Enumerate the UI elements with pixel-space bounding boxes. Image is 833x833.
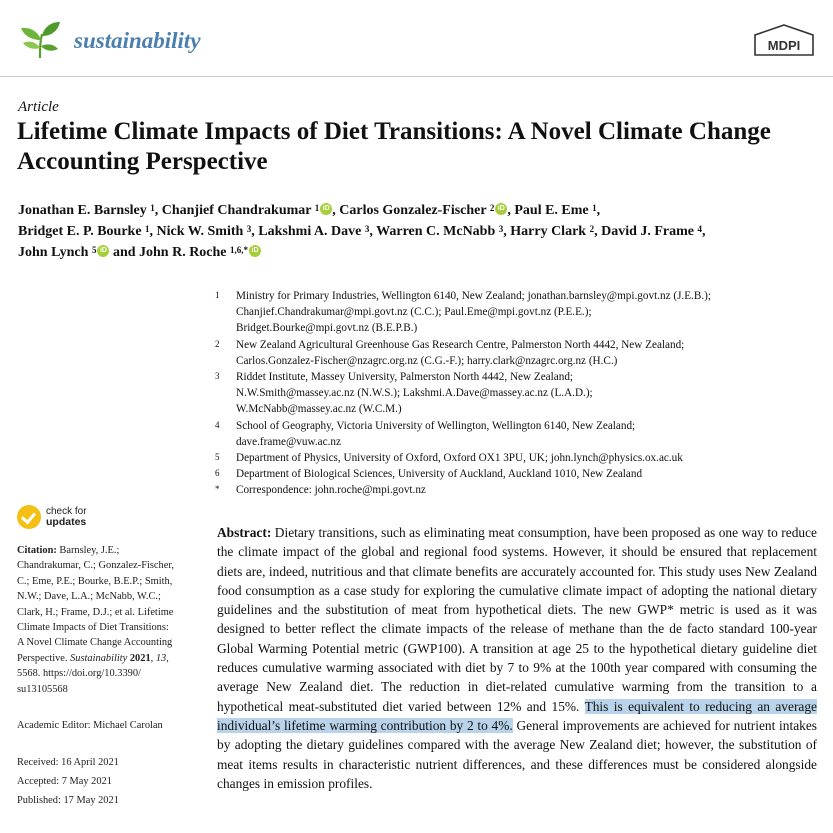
author-separator: , [154,203,162,218]
citation-volume: 13 [155,652,167,664]
header-divider [0,76,833,77]
author-name[interactable]: Nick W. Smith [156,224,244,239]
check-updates-line2: updates [46,516,87,528]
journal-name[interactable]: sustainability [74,28,201,53]
orcid-icon[interactable] [495,203,507,215]
author-name[interactable]: Chanjief Chandrakumar [161,203,312,218]
affiliation-line: Bridget.Bourke@mpi.govt.nz (B.E.P.B.) [236,322,418,335]
affiliation-text [236,418,825,450]
author-affiliation-marker: 1 [592,203,597,213]
citation-line: Chandrakumar, C.; Gonzalez-Fischer, [17,560,174,572]
author-separator: , [702,224,706,239]
author-separator: , [369,224,377,239]
affiliation-line: dave.frame@vuw.ac.nz [236,435,341,448]
affiliation-number: 6 [215,468,220,479]
citation-line: N.W.; Dave, L.A.; McNabb, W.C.; [17,591,161,603]
author-affiliation-marker: 4 [697,224,703,234]
abstract-highlighted-text[interactable]: This is equivalent to reducing an average individual’s lifetime warming contribution by 2 to 4%. [217,698,817,733]
author-affiliation-marker: 3 [246,224,252,234]
affiliation-number: 1 [215,290,220,300]
author-name[interactable]: John R. Roche [139,245,227,260]
citation-journal: Sustainability [70,652,128,664]
affiliation-item [215,482,825,498]
affiliation-text [236,288,825,337]
author-affiliation-marker: 2 [489,203,495,213]
affiliation-item [215,466,825,482]
affiliation-line: Department of Physics, University of Oxford, Oxford OX1 3PU, UK; john.lynch@physics.ox.ac.uk [236,452,683,465]
affiliation-item [215,288,825,337]
publisher-name: MDPI [767,38,801,53]
affiliation-item [215,369,825,418]
author-separator: , [503,224,511,239]
affiliation-text [236,450,825,466]
author-affiliation-marker: 3 [364,224,370,234]
author-affiliation-marker: 1 [150,203,155,213]
article-type: Article [18,99,59,115]
author-name[interactable]: Jonathan E. Barnsley [18,203,147,218]
citation-block [17,543,200,697]
checkmark-icon [17,505,41,529]
orcid-icon[interactable] [320,203,332,215]
author-affiliation-marker: 1 [314,203,320,213]
affiliation-number: 3 [215,371,220,382]
author-name[interactable]: Carlos Gonzalez-Fischer [339,203,487,218]
citation-line: Clark, H.; Frame, D.J.; et al. Lifetime [17,606,174,618]
check-updates-line1: check for [46,506,87,517]
academic-editor: Academic Editor: Michael Carolan [17,720,163,732]
citation-doi[interactable]: 5568. https://doi.org/10.3390/ [17,668,141,680]
affiliation-number: 5 [215,452,220,463]
abstract-label: Abstract: [217,525,272,540]
affiliation-line: Ministry for Primary Industries, Wellington 6140, New Zealand; jonathan.barnsley@mpi.govt.nz (J.E.B.); [236,290,711,302]
published-date: Published: 17 May 2021 [17,795,119,807]
orcid-icon[interactable] [249,245,261,257]
affiliation-line: Correspondence: john.roche@mpi.govt.nz [236,484,426,497]
affiliation-line: School of Geography, Victoria University of Wellington, Wellington 6140, New Zealand; [236,419,636,432]
author-separator: and [109,245,140,260]
affiliation-line: Riddet Institute, Massey University, Palmerston North 4442, New Zealand; [236,371,574,384]
affiliation-text [236,337,825,369]
author-separator: , [332,203,340,218]
author-name[interactable]: Paul E. Eme [514,203,589,218]
citation-year: 2021 [129,652,151,664]
affiliation-line: Chanjief.Chandrakumar@mpi.govt.nz (C.C.); Paul.Eme@mpi.govt.nz (P.E.E.); [236,306,592,319]
affiliation-line: W.McNabb@massey.ac.nz (W.C.M.) [236,403,402,416]
received-date: Received: 16 April 2021 [17,757,119,769]
affiliation-list [215,288,825,499]
author-separator: , [507,203,515,218]
citation-line: A Novel Climate Change Accounting [17,637,173,649]
author-name[interactable]: Bridget E. P. Bourke [18,224,142,239]
citation-line [17,543,200,558]
affiliation-line: Department of Biological Sciences, University of Auckland, Auckland 1010, New Zealand [236,468,643,481]
affiliation-line: New Zealand Agricultural Greenhouse Gas Research Centre, Palmerston North 4442, New Zealand; [236,338,685,351]
author-name[interactable]: David J. Frame [601,224,695,239]
citation-line: Perspective. Sustainability 2021, 13, [17,652,169,664]
author-separator: , [594,224,602,239]
article-title: Lifetime Climate Impacts of Diet Transitions: A Novel Climate Change Accounting Perspective [17,118,771,175]
orcid-icon[interactable] [97,245,109,257]
author-affiliation-marker: 1 [145,224,150,234]
citation-text: Perspective. [17,652,71,664]
citation-doi-tail[interactable]: su13105568 [17,683,68,695]
affiliation-line: N.W.Smith@massey.ac.nz (N.W.S.); Lakshmi.A.Dave@massey.ac.nz (L.A.D.); [236,387,593,400]
author-name[interactable]: John Lynch [18,245,89,260]
citation-label: Citation: [17,545,57,556]
citation-line: Climate Impacts of Diet Transitions: [17,622,169,634]
affiliation-number: 2 [215,338,220,349]
publication-dates [17,754,200,810]
abstract-text-after: General improvements are achieved for nutrient intakes by adopting the dietary guidelines compared with the average New Zealand diet; however, the substitution of meat items results in characteristic nutrient differences, and these differences must be considered alongside changes in emission profiles. [217,717,817,791]
affiliation-text [236,369,825,418]
accepted-date: Accepted: 7 May 2021 [17,776,112,788]
check-for-updates-badge[interactable] [17,503,97,531]
author-affiliation-marker: 3 [498,224,504,234]
affiliation-line: Carlos.Gonzalez-Fischer@nzagrc.org.nz (C.G.-F.); harry.clark@nzagrc.org.nz (H.C.) [236,354,618,367]
affiliation-text [236,466,825,482]
author-affiliation-marker: 2 [589,224,595,234]
sidebar [17,543,200,811]
author-name[interactable]: Warren C. McNabb [376,224,496,239]
author-affiliation-marker: 5 [91,245,97,255]
author-affiliation-marker: 1,6,* [230,245,249,255]
affiliation-text [236,482,825,498]
affiliation-item [215,337,825,369]
abstract [217,523,817,793]
author-separator: , [596,203,601,218]
affiliation-item [215,450,825,466]
author-name[interactable]: Lakshmi A. Dave [258,224,362,239]
citation-line: C.; Eme, P.E.; Bourke, B.E.P.; Smith, [17,575,173,587]
affiliation-item [215,418,825,450]
author-name[interactable]: Harry Clark [510,224,587,239]
abstract-text-before: Dietary transitions, such as eliminating meat consumption, have been proposed as one way to reduce the climate impact of the global and regional food systems. However, it should be ensured that replacement diets are, indeed, nutritious and that climate benefits are accurately accounted for. This study uses New Zealand food consumption as a case study for exploring the cumulative climate impact of adopting the national dietary guidelines and the substitution of meat from hypothetical diets. The new GWP* metric is used as it was designed to better reflect the climate impacts of the release of methane than the de facto standard 100-year Global Warming Potential metric (GWP100). A transition at age 25 to the hypothetical dietary guideline diet reduces cumulative warming associated with diet by 7 to 9% at the 100th year compared with consuming the average New Zealand diet. The reduction in diet-related cumulative warming from the transition to a hypothetical meat-substituted diet varied between 12% and 15%. [217,525,817,714]
author-separator: , [251,224,259,239]
author-separator: , [149,224,157,239]
mdpi-logo-icon[interactable] [753,24,815,56]
author-list [18,200,823,263]
journal-leaf-logo-icon [18,18,62,62]
affiliation-number: 4 [215,419,220,430]
affiliation-number: * [215,484,220,495]
citation-text: Barnsley, J.E.; [56,545,120,556]
